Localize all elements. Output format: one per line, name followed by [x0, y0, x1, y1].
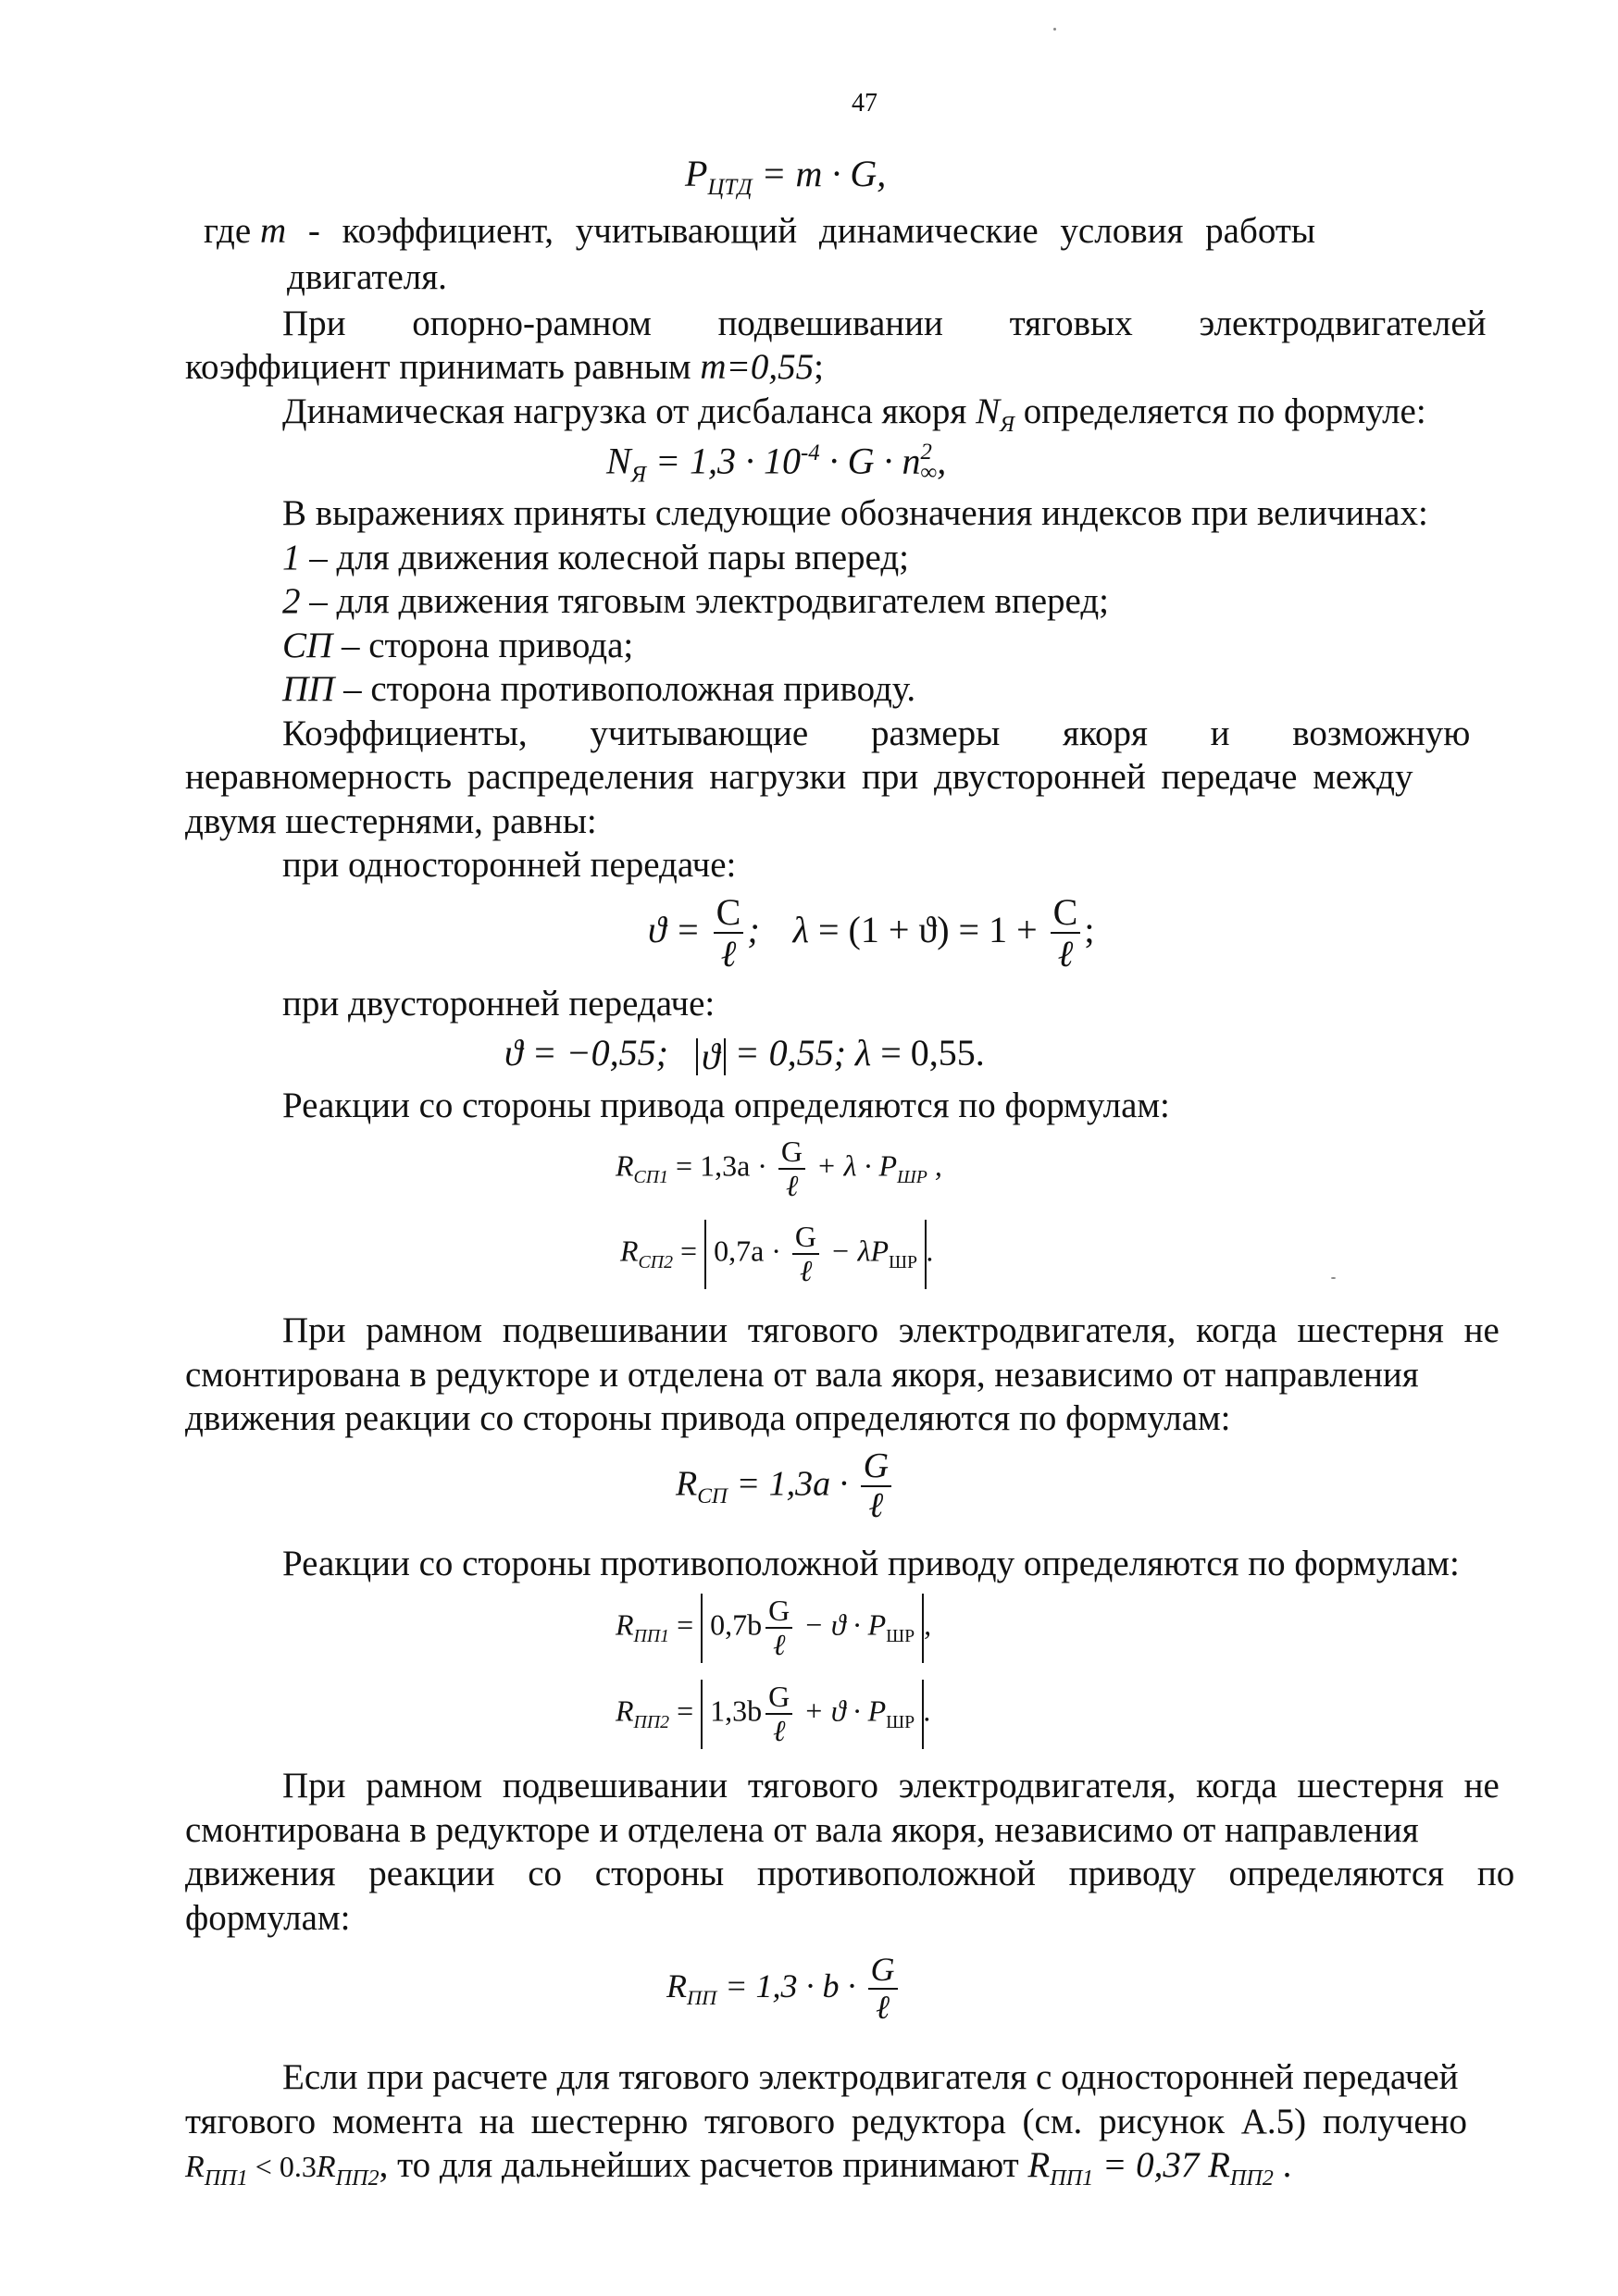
index-symbol: СП [282, 626, 333, 665]
index-desc: – сторона противоположная приводу. [334, 669, 916, 709]
fraction-c-over-l-2 [1051, 893, 1081, 974]
formula-rhs-b: · G · n [819, 440, 921, 482]
formula-theta: ϑ [648, 909, 666, 951]
fraction-numerator: G [778, 1136, 805, 1170]
formula-inner-b: − λP [823, 1234, 890, 1268]
where-symbol: m [259, 211, 287, 251]
index-desc: – сторона привода; [332, 626, 634, 665]
formula-lambda: λ [854, 1032, 872, 1074]
formula-lhs-sub: СП2 [638, 1252, 674, 1273]
paragraph-coefficients-l1: Коэффициенты, учитывающие размеры якоря и возможную [282, 714, 1471, 753]
index-symbol: 2 [282, 581, 301, 621]
formula-inner-b: + ϑ · P [796, 1694, 887, 1728]
fraction-g-over-l [792, 1222, 819, 1287]
p11-end: . [1273, 2145, 1292, 2185]
formula-theta-lambda [648, 893, 1094, 974]
formula-lhs-sub: ЦТД [707, 175, 753, 200]
fraction-denominator: ℓ [773, 1713, 786, 1747]
formula-n-ya [606, 439, 947, 488]
scan-speck [1053, 28, 1056, 31]
formula-eq: = [669, 1607, 702, 1642]
formula-lhs-sub: ПП [687, 1986, 717, 2010]
paragraph-one-sided: при односторонней передаче: [282, 845, 737, 885]
formula-abs-theta: ϑ [696, 1038, 726, 1075]
paragraph-suspension-l1: При опорно-рамном подвешивании тяговых электродвигателей [282, 304, 1487, 343]
formula-r-pp1 [616, 1594, 931, 1663]
fraction-numerator: C [1051, 893, 1081, 934]
paragraph-frame-suspension-1-l3: движения реакции со стороны привода определяются по формулам: [185, 1398, 1231, 1438]
index-symbol: ПП [282, 669, 335, 709]
p1-text: коэффициент принимать равным [185, 347, 701, 387]
fraction-denominator: ℓ [868, 1485, 884, 1525]
formula-end: , [924, 1607, 932, 1642]
formula-n-sup: 2 [920, 439, 932, 465]
formula-lhs: R [616, 1148, 634, 1183]
paragraph-opposite-side-reactions: Реакции со стороны противоположной приводу определяются по формулам: [282, 1544, 1460, 1583]
paragraph-drive-side-reactions: Реакции со стороны привода определяются по формулам: [282, 1086, 1170, 1125]
p1-end: ; [814, 347, 824, 387]
formula-theta-values [504, 1032, 985, 1077]
fraction-g-over-l [765, 1682, 792, 1747]
formula-inner-a: 0,7b [710, 1607, 763, 1642]
formula-text-a: ϑ = −0,55; [504, 1032, 668, 1074]
formula-lhs-sub: ПП2 [633, 1712, 670, 1733]
fraction-denominator: ℓ [720, 933, 737, 974]
formula-end: . [924, 1694, 932, 1728]
fraction-numerator: G [765, 1595, 792, 1629]
index-item-pp [282, 671, 915, 707]
formula-r-pp2 [616, 1680, 931, 1749]
where-line-1 [204, 213, 1315, 249]
formula-lhs: R [616, 1694, 634, 1728]
formula-end: ; [1084, 909, 1095, 951]
fraction-numerator: G [765, 1682, 792, 1715]
index-symbol: 1 [282, 538, 301, 577]
formula-tail: , [937, 440, 947, 482]
formula-eq: = 1,3a · [727, 1464, 857, 1504]
fraction-g-over-l [778, 1136, 805, 1202]
formula-inner-sub: ШР [889, 1252, 918, 1273]
fraction-denominator: ℓ [876, 1988, 890, 2026]
fraction-denominator: ℓ [1057, 933, 1074, 974]
index-desc: – для движения колесной пары вперед; [300, 538, 909, 577]
p2-text-a: Динамическая нагрузка от дисбаланса якоря [282, 391, 977, 431]
paragraph-conclusion-l2: тягового момента на шестерню тягового редуктора (см. рисунок А.5) получено [185, 2102, 1468, 2141]
fraction-denominator: ℓ [785, 1168, 799, 1202]
p11-r1: R [185, 2150, 205, 2184]
p11-text: , то для дальнейших расчетов принимают [379, 2145, 1028, 2185]
formula-lhs: R [620, 1234, 639, 1268]
p2-symbol: N [976, 391, 1001, 431]
where-desc: - коэффициент, учитывающий динамические условия работы [286, 211, 1316, 251]
where-prefix: где [204, 211, 260, 251]
formula-rhs: = (1 + ϑ) = 1 + [808, 909, 1047, 951]
formula-r-sp [676, 1448, 895, 1526]
formula-lhs: P [685, 153, 708, 194]
fraction-c-over-l [714, 893, 744, 974]
paragraph-dynamic-load [282, 393, 1426, 436]
paragraph-indices-intro: В выражениях приняты следующие обозначения индексов при величинах: [282, 493, 1428, 533]
formula-lhs-sub: Я [630, 462, 646, 488]
formula-abs-value [704, 1220, 927, 1289]
p11-lt: < 0.3 [247, 2150, 317, 2183]
formula-n-sub: ∞ [920, 460, 938, 486]
index-desc: – для движения тяговым электродвигателем вперед; [300, 581, 1110, 621]
formula-rhs-a: = 1,3 · 10 [646, 440, 801, 482]
formula-exp: -4 [801, 441, 820, 465]
p2-symbol-sub: Я [1000, 411, 1015, 437]
paragraph-coefficients-l2: неравномерность распределения нагрузки при двусторонней передаче между [185, 757, 1413, 797]
formula-sep: ; [747, 909, 760, 951]
formula-lhs-sub: ПП1 [633, 1626, 670, 1647]
paragraph-two-sided: при двусторонней передаче: [282, 984, 716, 1024]
formula-lhs-sub: СП1 [633, 1167, 669, 1188]
formula-lhs: R [616, 1607, 634, 1642]
formula-inner-a: 1,3b [710, 1694, 763, 1728]
paragraph-frame-suspension-2-l4: формулам: [185, 1898, 351, 1938]
paragraph-frame-suspension-2-l3: движения реакции со стороны противоположной приводу определяются по [185, 1854, 1515, 1893]
formula-inner-sub: ШР [886, 1626, 915, 1647]
formula-inner-a: 0,7a · [714, 1234, 789, 1268]
formula-tail: + λ · P [809, 1148, 898, 1183]
paragraph-frame-suspension-2-l1: При рамном подвешивании тягового электродвигателя, когда шестерня не [282, 1766, 1500, 1806]
p11-r2-sub: ПП2 [335, 2165, 380, 2191]
scan-speck [1331, 1277, 1336, 1279]
fraction-g-over-l [868, 1953, 898, 2026]
formula-r-sp2 [620, 1220, 934, 1289]
paragraph-suspension-l2 [185, 349, 824, 385]
index-item-sp [282, 627, 633, 664]
fraction-numerator: G [861, 1448, 891, 1487]
index-item-2 [282, 583, 1109, 619]
fraction-numerator: C [714, 893, 744, 934]
formula-r-sp1 [616, 1136, 942, 1202]
p11-r1-sub: ПП1 [204, 2165, 248, 2191]
p11-value: = 0,37 R [1093, 2145, 1230, 2185]
formula-eq: = 1,3 · b · [716, 1967, 865, 2004]
paragraph-conclusion-l1: Если при расчете для тягового электродвигателя с односторонней передачей [282, 2057, 1459, 2097]
formula-eq: = [666, 909, 710, 951]
formula-eq: = [673, 1234, 705, 1268]
paragraph-frame-suspension-2-l2: смонтирована в редукторе и отделена от вала якоря, независимо от направления [185, 1810, 1419, 1850]
formula-eq: = 1,3a · [668, 1148, 775, 1183]
formula-end: , [927, 1148, 942, 1183]
fraction-g-over-l [765, 1595, 792, 1661]
formula-text-c: = 0,55. [871, 1032, 985, 1074]
fraction-numerator: G [868, 1953, 898, 1990]
fraction-denominator: ℓ [773, 1627, 786, 1661]
formula-rhs: = m · G, [752, 153, 887, 194]
fraction-numerator: G [792, 1222, 819, 1255]
index-item-1 [282, 540, 909, 576]
p2-text-c: определяется по формуле: [1014, 391, 1426, 431]
formula-lhs-sub: СП [697, 1484, 728, 1509]
formula-lhs: R [666, 1967, 687, 2004]
formula-p-ctd [685, 155, 886, 200]
formula-abs-value [701, 1680, 924, 1749]
formula-lhs: R [676, 1464, 698, 1504]
where-line-2: двигателя. [287, 257, 447, 297]
formula-lambda: λ [792, 909, 809, 951]
formula-lhs: N [606, 440, 631, 482]
paragraph-coefficients-l3: двумя шестернями, равны: [185, 801, 597, 841]
formula-end: . [927, 1234, 935, 1268]
p11-r4-sub: ПП2 [1229, 2165, 1274, 2191]
paragraph-frame-suspension-1-l2: смонтирована в редукторе и отделена от вала якоря, независимо от направления [185, 1355, 1419, 1395]
formula-inner-sub: ШР [886, 1712, 915, 1733]
p11-r3: R [1027, 2145, 1051, 2185]
p1-value: m=0,55 [700, 347, 815, 387]
formula-text-b: = 0,55; [725, 1032, 855, 1074]
formula-r-pp [666, 1953, 902, 2026]
formula-inner-b: − ϑ · P [796, 1607, 887, 1642]
formula-eq: = [669, 1694, 702, 1728]
p11-r3-sub: ПП1 [1050, 2165, 1094, 2191]
fraction-denominator: ℓ [799, 1253, 813, 1287]
page-number: 47 [852, 89, 877, 118]
formula-tail-sub: ШР [897, 1167, 927, 1188]
fraction-g-over-l [861, 1448, 891, 1526]
paragraph-frame-suspension-1-l1: При рамном подвешивании тягового электродвигателя, когда шестерня не [282, 1310, 1500, 1350]
paragraph-conclusion-l3 [185, 2147, 1291, 2190]
p11-r2: R [316, 2150, 336, 2184]
formula-abs-value [701, 1594, 924, 1663]
